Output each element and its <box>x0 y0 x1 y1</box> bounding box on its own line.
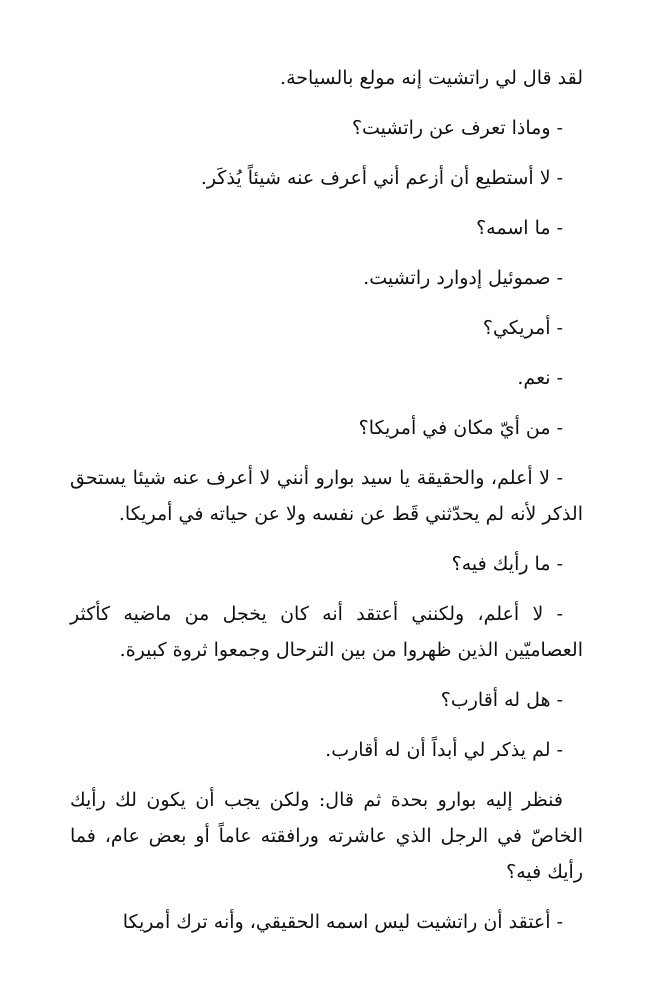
paragraph-narration-2: فنظر إليه بوارو بحدة ثم قال: ولكن يجب أن يكون لك رأيك الخاصّ في الرجل الذي عاشرته ورافقته عاماً أو بعض عام، فما رأيك فيه؟ <box>70 789 583 883</box>
dialogue-line: - من أيّ مكان في أمريكا؟ <box>358 417 563 439</box>
dialogue-line: - ما اسمه؟ <box>476 217 563 239</box>
dialogue-line: - وماذا تعرف عن راتشيت؟ <box>351 117 563 139</box>
dialogue-line: - هل له أقارب؟ <box>440 689 563 711</box>
dialogue-line: - صموئيل إدوارد راتشيت. <box>363 267 563 289</box>
dialogue-line: - لا أعلم، ولكنني أعتقد أنه كان يخجل من ماضيه كأكثر العصاميّين الذين ظهروا من بين الترحال وجمعوا ثروة كبيرة. <box>70 603 583 661</box>
dialogue-line: - لا أستطيع أن أزعم أني أعرف عنه شيئاً يُذكَر. <box>200 167 563 189</box>
dialogue-line: - ما رأيك فيه؟ <box>451 553 563 575</box>
dialogue-line: - أعتقد أن راتشيت ليس اسمه الحقيقي، وأنه ترك أمريكا <box>122 911 563 933</box>
dialogue-line: - لم يذكر لي أبداً أن له أقارب. <box>325 739 563 761</box>
dialogue-line: - أمريكي؟ <box>482 317 563 339</box>
dialogue-line: - نعم. <box>517 367 563 389</box>
book-page <box>70 60 583 954</box>
paragraph-narration-1: لقد قال لي راتشيت إنه مولع بالسياحة. <box>280 67 583 89</box>
dialogue-line: - لا أعلم، والحقيقة يا سيد بوارو أنني لا أعرف عنه شيئا يستحق الذكر لأنه لم يحدّثني قَط عن نفسه ولا عن حياته في أمريكا. <box>70 467 583 525</box>
